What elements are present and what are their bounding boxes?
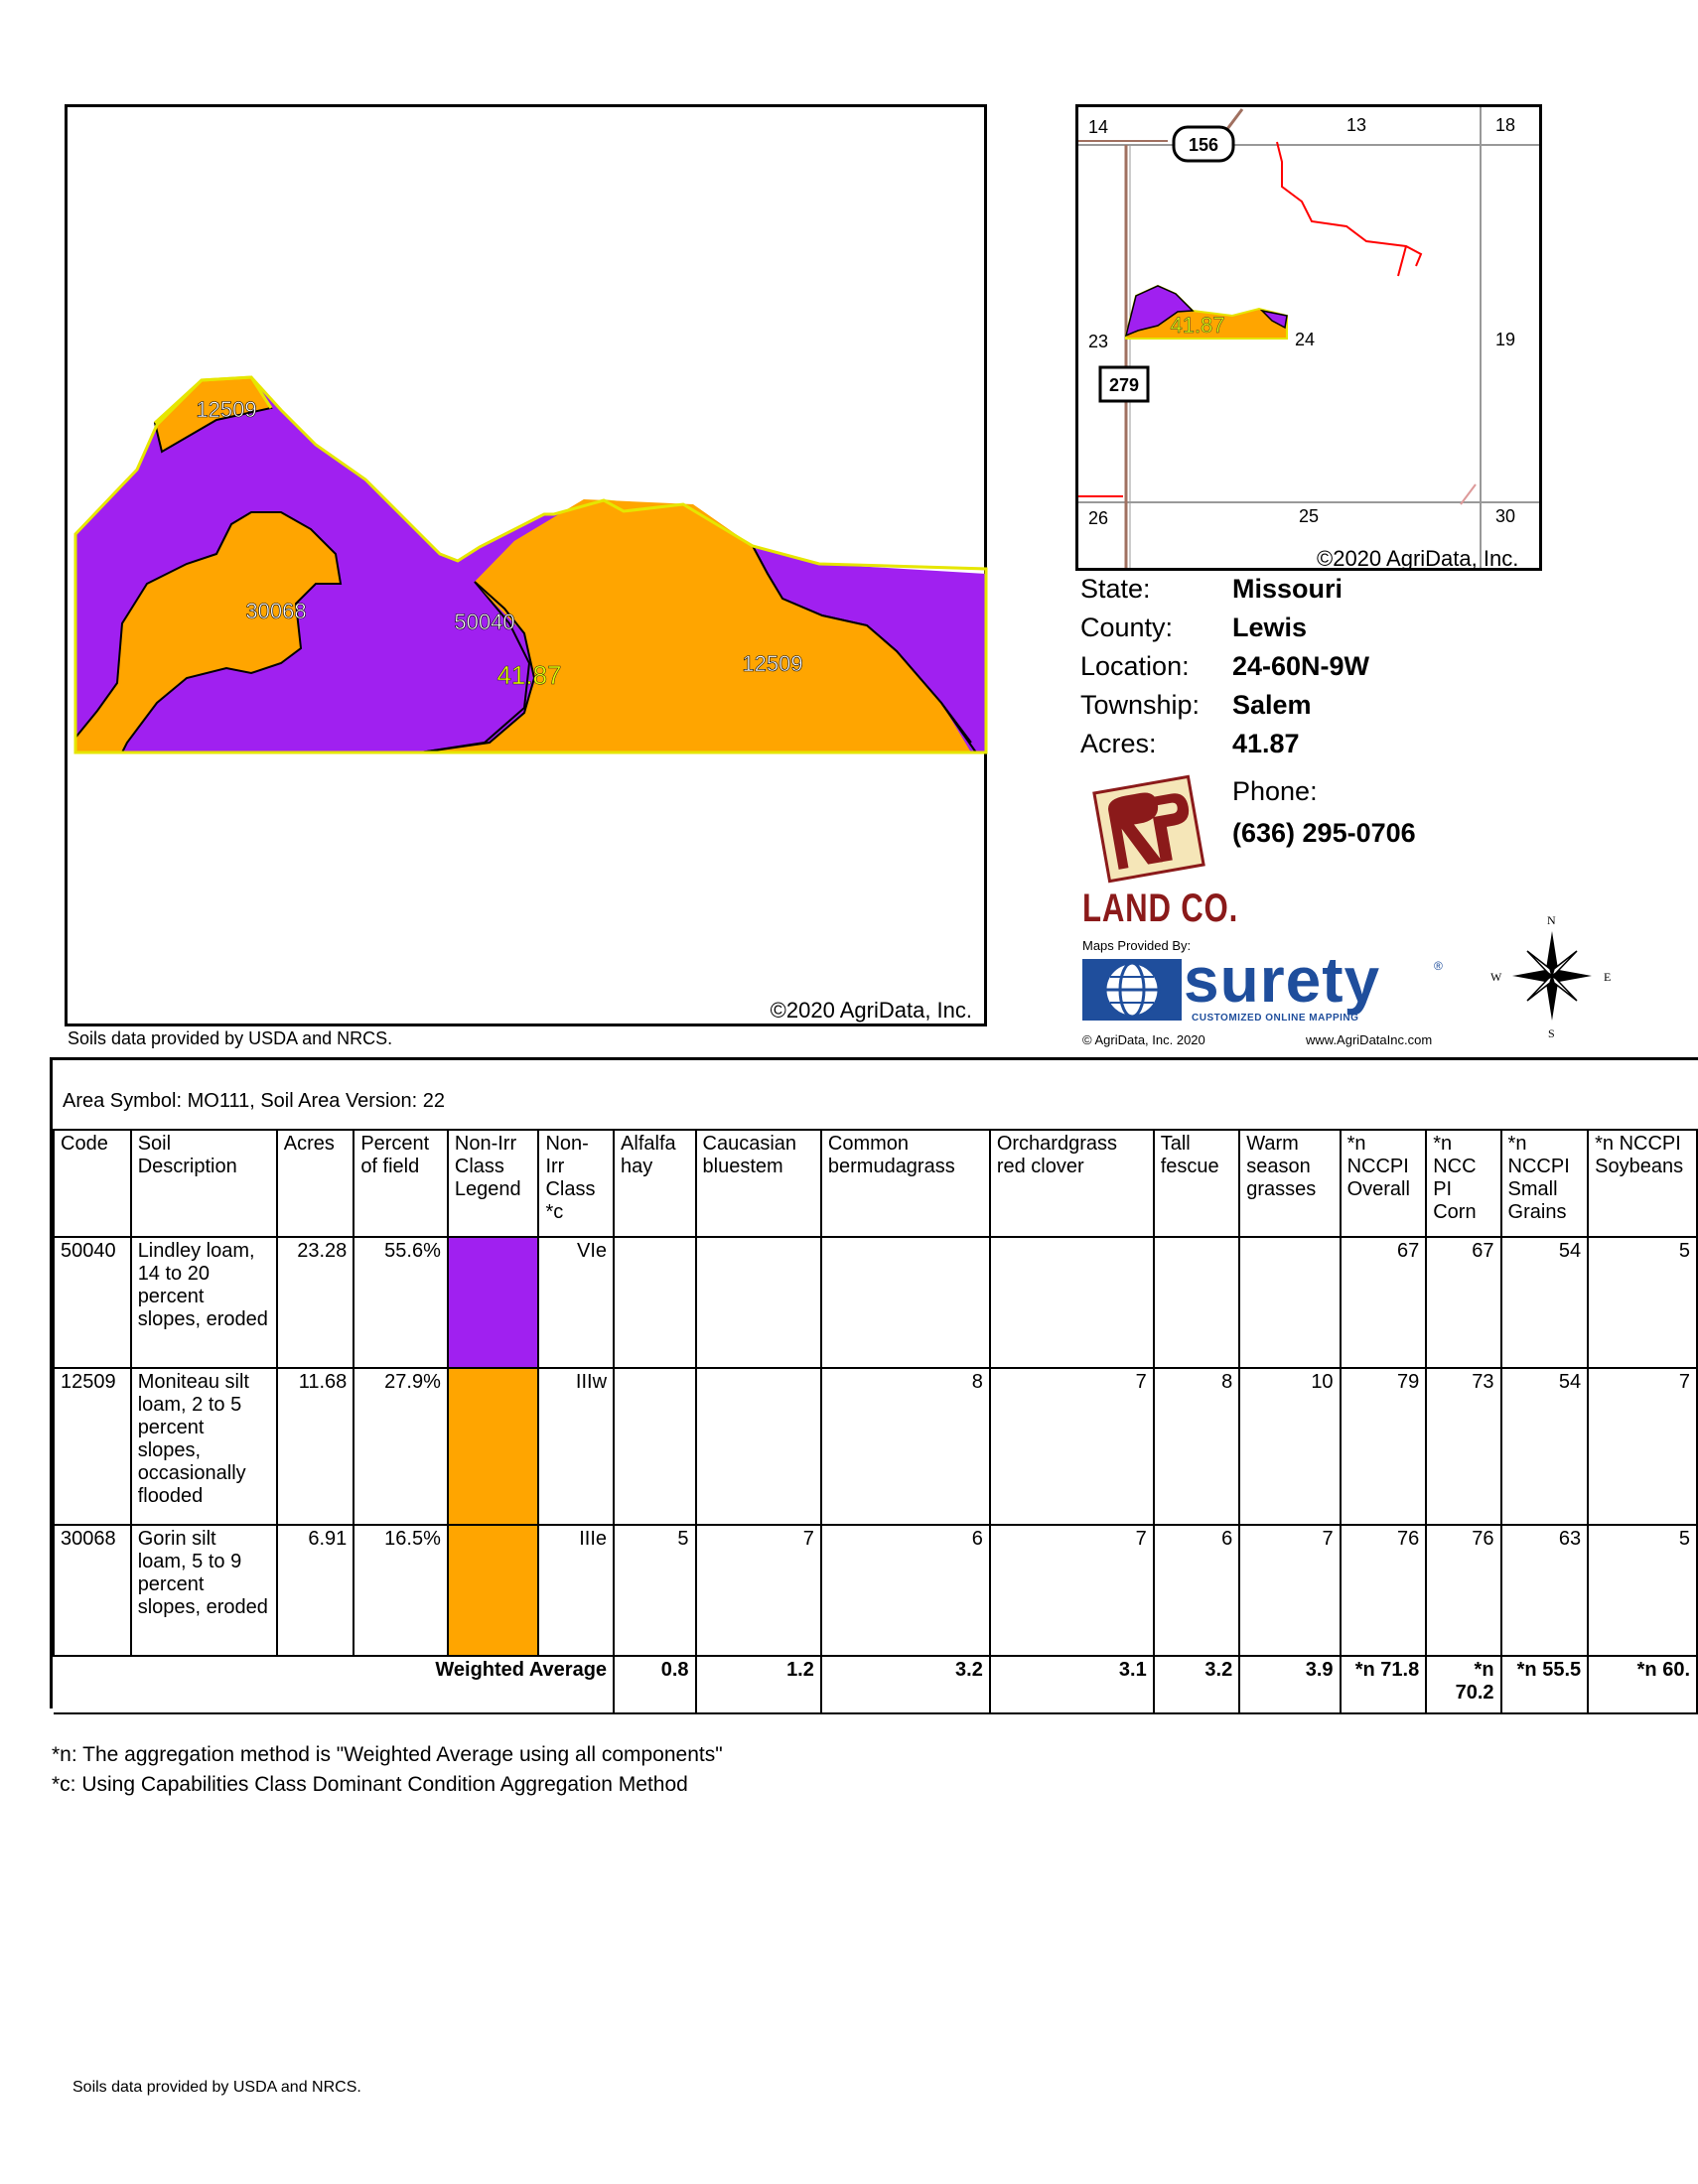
map-label-50040: 50040 [454,610,515,634]
footnote-c: *c: Using Capabilities Class Dominant Condition Aggregation Method [52,1773,688,1796]
cell-acres: 11.68 [277,1368,354,1525]
col-header: Common bermudagrass [821,1130,990,1237]
cell-code: 30068 [54,1525,131,1656]
cell-corn: 76 [1426,1525,1500,1656]
surety-name: surety [1184,944,1381,1016]
section-26: 26 [1088,508,1109,528]
col-header: Acres [277,1130,354,1237]
cell-code: 50040 [54,1237,131,1368]
cell-desc: Moniteau silt loam, 2 to 5 percent slopes, occasionally flooded [131,1368,277,1525]
cell-caucasian [696,1237,821,1368]
cell-fescue: 8 [1154,1368,1239,1525]
col-header: Percent of field [354,1130,448,1237]
cell-soy: 7 [1588,1368,1697,1525]
cell-class: IIIe [538,1525,614,1656]
soil-table [53,1129,1698,1714]
wa-small: *n 55.5 [1501,1656,1589,1713]
cell-acres: 23.28 [277,1237,354,1368]
section-18: 18 [1495,115,1516,135]
township-value: Salem [1232,690,1312,720]
cell-bermuda [821,1237,990,1368]
surety-registered: ® [1434,959,1443,973]
table-row [54,1368,1697,1525]
soil-map [65,104,987,1026]
col-header: *n NCC PI Corn [1426,1130,1500,1237]
cell-legend-swatch [448,1237,539,1368]
cell-soy: 5 [1588,1237,1697,1368]
col-header: Tall fescue [1154,1130,1239,1237]
section-13: 13 [1346,115,1367,135]
cell-orchard: 7 [990,1525,1154,1656]
cell-pct: 16.5% [354,1525,448,1656]
section-25: 25 [1299,506,1320,526]
section-30: 30 [1495,506,1516,526]
cell-orchard: 7 [990,1368,1154,1525]
surety-copyright: © AgriData, Inc. 2020 [1082,1032,1205,1047]
wa-orchard: 3.1 [990,1656,1154,1713]
cell-pct: 27.9% [354,1368,448,1525]
wa-warm: 3.9 [1239,1656,1340,1713]
cell-alfalfa [614,1237,696,1368]
cell-fescue: 6 [1154,1525,1239,1656]
compass-w: W [1490,970,1502,984]
location-map-drawing [1078,107,1539,568]
cell-acres: 6.91 [277,1525,354,1656]
section-19: 19 [1495,330,1516,349]
cell-caucasian [696,1368,821,1525]
cell-warm: 7 [1239,1525,1340,1656]
map-copyright: ©2020 AgriData, Inc. [770,998,972,1023]
soils-note: Soils data provided by USDA and NRCS. [68,1028,393,1048]
cell-bermuda: 8 [821,1368,990,1525]
cell-overall: 79 [1341,1368,1427,1525]
wa-corn: *n 70.2 [1426,1656,1500,1713]
wa-soy: *n 60. [1588,1656,1697,1713]
cell-pct: 55.6% [354,1237,448,1368]
surety-tagline: CUSTOMIZED ONLINE MAPPING [1192,1013,1359,1024]
wa-alfalfa: 0.8 [614,1656,696,1713]
col-header: Alfalfa hay [614,1130,696,1237]
map-label-12509-east: 12509 [742,651,803,676]
cell-class: IIIw [538,1368,614,1525]
cell-warm [1239,1237,1340,1368]
map-label-acres: 41.87 [496,660,562,690]
cell-small: 54 [1501,1237,1589,1368]
cell-overall: 76 [1341,1525,1427,1656]
section-14: 14 [1088,117,1109,137]
table-row [54,1237,1697,1368]
maps-provided-by: Maps Provided By: [1082,938,1192,953]
cell-desc: Gorin silt loam, 5 to 9 percent slopes, eroded [131,1525,277,1656]
cell-class: VIe [538,1237,614,1368]
cell-soy: 5 [1588,1525,1697,1656]
col-header: Caucasian bluestem [696,1130,821,1237]
cell-fescue [1154,1237,1239,1368]
cell-small: 54 [1501,1368,1589,1525]
compass-e: E [1604,970,1612,984]
phone-value: (636) 295-0706 [1232,818,1416,848]
cell-legend-swatch [448,1368,539,1525]
col-header: Non-Irr Class *c [538,1130,614,1237]
section-24: 24 [1295,330,1316,349]
wa-bermuda: 3.2 [821,1656,990,1713]
rp-logo [1087,774,1210,884]
col-header: Non-Irr Class Legend [448,1130,539,1237]
cell-overall: 67 [1341,1237,1427,1368]
col-header: Orchardgrass red clover [990,1130,1154,1237]
cell-alfalfa: 5 [614,1525,696,1656]
section-23: 23 [1088,332,1109,351]
state-value: Missouri [1232,574,1344,604]
wa-overall: *n 71.8 [1341,1656,1427,1713]
col-header: Warm season grasses [1239,1130,1340,1237]
table-row [54,1525,1697,1656]
area-symbol: Area Symbol: MO111, Soil Area Version: 22 [63,1090,446,1112]
weighted-average-row [54,1656,1697,1713]
wa-fescue: 3.2 [1154,1656,1239,1713]
cell-bermuda: 6 [821,1525,990,1656]
col-header: *n NCCPI Overall [1341,1130,1427,1237]
col-header: *n NCCPI Soybeans [1588,1130,1697,1237]
footnote-n: *n: The aggregation method is "Weighted Average using all components" [52,1743,723,1766]
cell-small: 63 [1501,1525,1589,1656]
weighted-average-label: Weighted Average [54,1656,614,1713]
col-header: Soil Description [131,1130,277,1237]
route-279-label: 279 [1108,375,1140,395]
table-header-row [54,1130,1697,1237]
cell-orchard [990,1237,1154,1368]
location-value: 24-60N-9W [1232,651,1370,681]
cell-code: 12509 [54,1368,131,1525]
route-156-label: 156 [1188,135,1219,155]
location-map [1075,104,1542,571]
map-label-30068: 30068 [245,599,307,623]
map-label-12509-north: 12509 [196,397,257,422]
col-header: Code [54,1130,131,1237]
compass-rose-icon [1483,911,1622,1040]
cell-alfalfa [614,1368,696,1525]
compass-n: N [1547,913,1556,927]
cell-corn: 73 [1426,1368,1500,1525]
land-co-logo-text: LAND CO. [1082,887,1239,930]
cell-desc: Lindley loam, 14 to 20 percent slopes, eroded [131,1237,277,1368]
soil-map-drawing [68,107,984,1024]
surety-website: www.AgriDataInc.com [1306,1032,1433,1047]
col-header: *n NCCPI Small Grains [1501,1130,1589,1237]
soil-table-panel [50,1057,1698,1708]
cell-warm: 10 [1239,1368,1340,1525]
phone-label: Phone: [1232,776,1318,806]
acres-value: 41.87 [1232,729,1300,758]
cell-corn: 67 [1426,1237,1500,1368]
inset-acres-label: 41.87 [1170,313,1225,338]
compass-s: S [1548,1026,1555,1040]
inset-copyright: ©2020 AgriData, Inc. [1317,546,1519,571]
cell-legend-swatch [448,1525,539,1656]
wa-caucasian: 1.2 [696,1656,821,1713]
county-value: Lewis [1232,613,1308,642]
cell-caucasian: 7 [696,1525,821,1656]
bottom-soils-note: Soils data provided by USDA and NRCS. [72,2079,361,2096]
